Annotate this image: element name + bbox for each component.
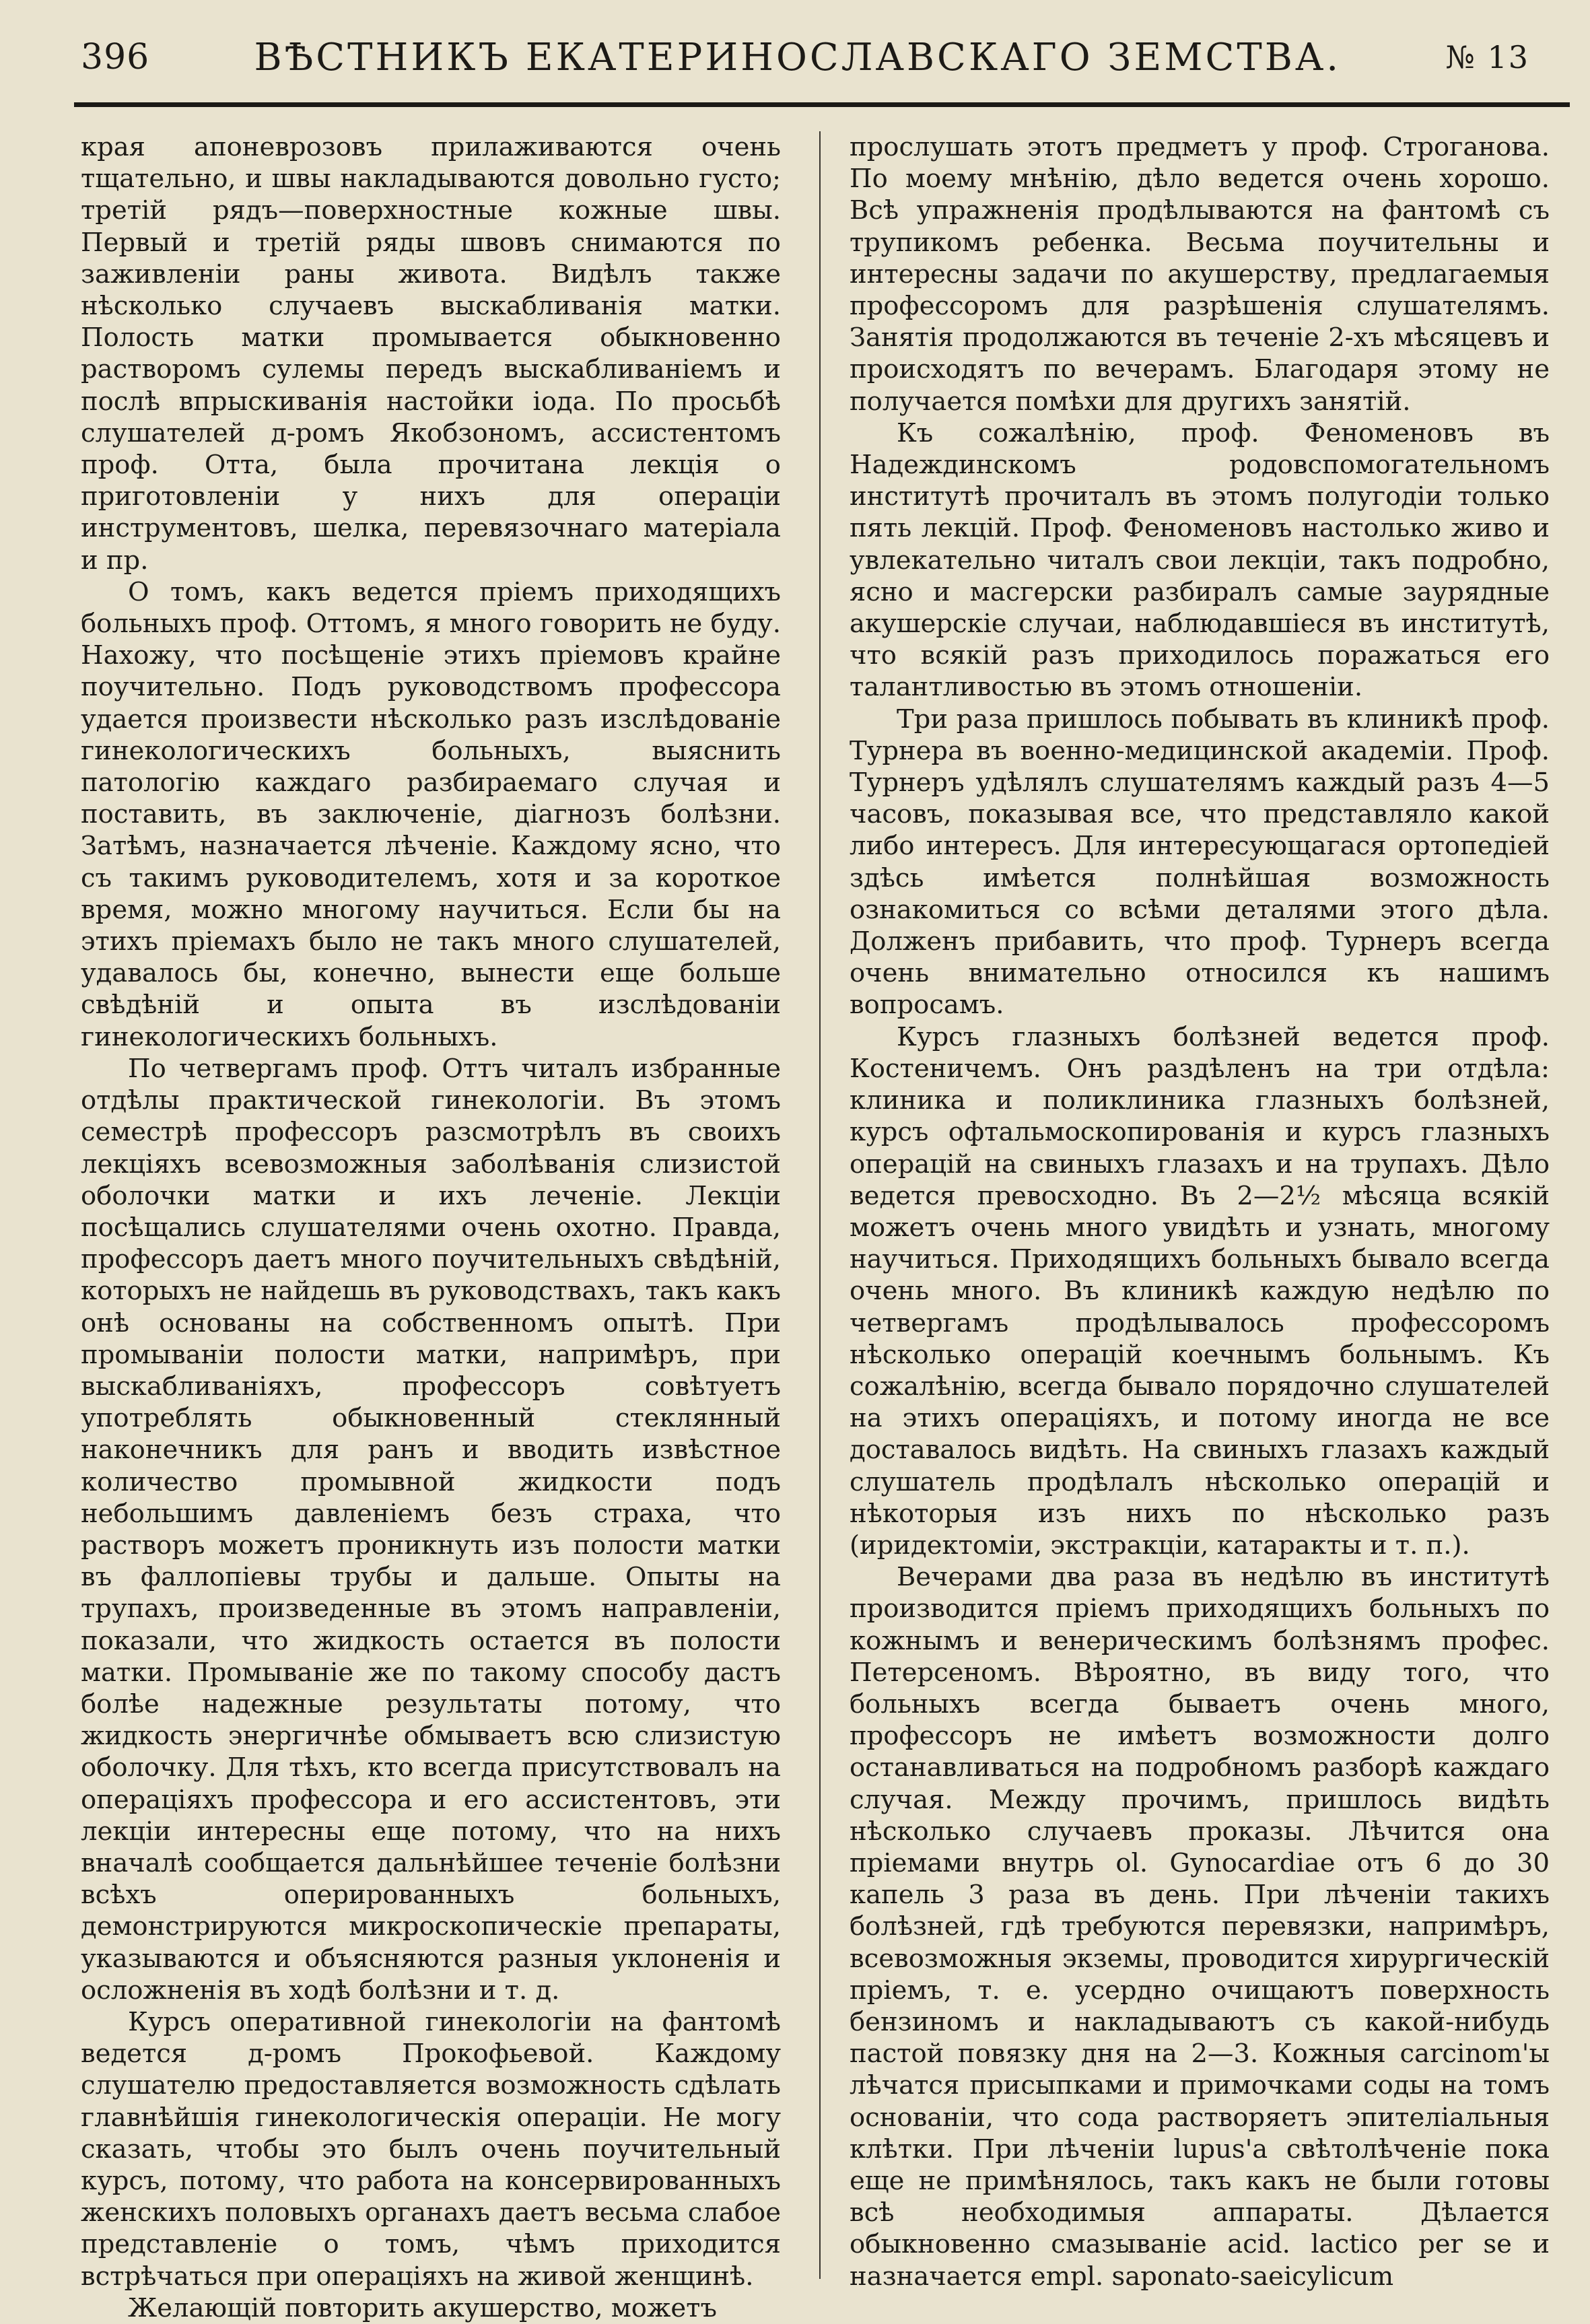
paragraph: Курсъ глазныхъ болѣзней ведется проф. Костеничемъ. Онъ раздѣленъ на три отдѣла: клиника и поликлиника глазныхъ болѣзней, курсъ офтальмоскопированія и курсъ глазныхъ операцій на свиныхъ глазахъ и на трупахъ. Дѣло ведется превосходно. Въ 2—2½ мѣсяца всякій можетъ очень много увидѣть и узнать, многому научиться. Приходящихъ больныхъ бывало всегда очень много. Въ клиникѣ каждую недѣлю по четвергамъ продѣлывалось профессоромъ нѣсколько операцій коечнымъ больнымъ. Къ сожалѣнію, всегда бывало порядочно слушателей на этихъ операціяхъ, и потому иногда не все доставалось видѣть. На свиныхъ глазахъ каждый слушатель продѣлалъ нѣсколько операцій и нѣкоторыя изъ нихъ по нѣсколько разъ (иридектоміи, экстракціи, катаракты и т. п.). [850, 1021, 1550, 1561]
paragraph: края апоневрозовъ прилаживаются очень тщательно, и швы накладываются довольно густо; третій рядъ—поверхностные кожные швы. Первый и третій ряды швовъ снимаются по заживленіи раны живота. Видѣлъ также нѣсколько случаевъ выскабливанія матки. Полость матки промывается обыкновенно растворомъ сулемы передъ выскабливаніемъ и послѣ впрыскиванія настойки іода. По просьбѣ слушателей д-ромъ Якобзономъ, ассистентомъ проф. Отта, была прочитана лекція о приготовленіи у нихъ для операціи инструментовъ, шелка, перевязочнаго матеріала и пр. [81, 132, 781, 576]
left-column [81, 131, 781, 2323]
running-head [81, 27, 1529, 88]
paragraph: Три раза пришлось побывать въ клиникѣ проф. Турнера въ военно-медицинской академіи. Проф. Турнеръ удѣлялъ слушателямъ каждый разъ 4—5 часовъ, показывая все, что представляло какой либо интересъ. Для интересующагася ортопедіей здѣсь имѣется полнѣйшая возможность ознакомиться со всѣми деталями этого дѣла. Долженъ прибавить, что проф. Турнеръ всегда очень внимательно относился къ нашимъ вопросамъ. [850, 704, 1550, 1021]
header-rule [74, 102, 1570, 107]
paragraph: Курсъ оперативной гинекологіи на фантомѣ ведется д-ромъ Прокофьевой. Каждому слушателю предоставляется возможность сдѣлать главнѣйшія гинекологическія операціи. Не могу сказать, чтобы это былъ очень поучительный курсъ, потому, что работа на консервированныхъ женскихъ половыхъ органахъ даетъ весьма слабое представленіе о томъ, чѣмъ приходится встрѣчаться при операціяхъ на живой женщинѣ. [81, 2006, 781, 2292]
paragraph: прослушать этотъ предметъ у проф. Строганова. По моему мнѣнію, дѣло ведется очень хорошо. Всѣ упражненія продѣлываются на фантомѣ съ трупикомъ ребенка. Весьма поучительны и интересны задачи по акушерству, предлагаемыя профессоромъ для разрѣшенія слушателямъ. Занятія продолжаются въ теченіе 2-хъ мѣсяцевъ и происходятъ по вечерамъ. Благодаря этому не получается помѣхи для другихъ занятій. [850, 132, 1550, 417]
right-column [850, 131, 1550, 2292]
paragraph: Вечерами два раза въ недѣлю въ институтѣ производится пріемъ приходящихъ больныхъ по кожнымъ и венерическимъ болѣзнямъ профес. Петерсеномъ. Вѣроятно, въ виду того, что больныхъ всегда бываетъ очень много, профессоръ не имѣетъ возможности долго останавливаться на подробномъ разборѣ каждаго случая. Между прочимъ, пришлось видѣть нѣсколько случаевъ проказы. Лѣчится она пріемами внутрь ol. Gynocardiae отъ 6 до 30 капель 3 раза въ день. При лѣченіи такихъ болѣзней, гдѣ требуются перевязки, напримѣръ, всевозможныя экземы, проводится хирургическій пріемъ, т. е. усердно очищаютъ поверхность бензиномъ и накладываютъ съ какой-нибудь пастой повязку дня на 2—3. Кожныя carcinom'ы лѣчатся присыпками и примочками соды на томъ основаніи, что сода растворяетъ эпителіальныя клѣтки. При лѣченіи lupus'а свѣтолѣченіе пока еще не примѣнялось, такъ какъ не были готовы всѣ необходимыя аппараты. Дѣлается обыкновенно смазываніе acid. lactico per se и назначается empl. saponato-saeicylicum [850, 1562, 1550, 2292]
journal-title: ВѢСТНИКЪ ЕКАТЕРИНОСЛАВСКАГО ЗЕМСТВА. [254, 35, 1342, 79]
paragraph: По четвергамъ проф. Оттъ читалъ избранные отдѣлы практической гинекологіи. Въ этомъ семестрѣ профессоръ разсмотрѣлъ въ своихъ лекціяхъ всевозможныя заболѣванія слизистой оболочки матки и ихъ леченіе. Лекціи посѣщались слушателями очень охотно. Правда, профессоръ даетъ много поучительныхъ свѣдѣній, которыхъ не найдешь въ руководствахъ, такъ какъ онѣ основаны на собственномъ опытѣ. При промываніи полости матки, напримѣръ, при выскабливаніяхъ, профессоръ совѣтуетъ употреблять обыкновенный стеклянный наконечникъ для ранъ и вводить извѣстное количество промывной жидкости подъ небольшимъ давленіемъ безъ страха, что растворъ можетъ проникнуть изъ полости матки въ фаллопіевы трубы и дальше. Опыты на трупахъ, произведенные въ этомъ направленіи, показали, что жидкость остается въ полости матки. Промываніе же по такому способу дастъ болѣе надежные результаты потому, что жидкость энергичнѣе обмываетъ всю слизистую оболочку. Для тѣхъ, кто всегда присутствовалъ на операціяхъ профессора и его ассистентовъ, эти лекціи интересны еще потому, что на нихъ вначалѣ сообщается дальнѣйшее теченіе болѣзни всѣхъ оперированныхъ больныхъ, демонстрируются микроскопическіе препараты, указываются и объясняются разныя уклоненія и осложненія въ ходѣ болѣзни и т. д. [81, 1053, 781, 2006]
paragraph: Къ сожалѣнію, проф. Феноменовъ въ Надеждинскомъ родовспомогательномъ институтѣ прочиталъ въ этомъ полугодіи только пять лекцій. Проф. Феноменовъ настолько живо и увлекательно читалъ свои лекціи, такъ подробно, ясно и масгерски разбиралъ самые заурядные акушерскіе случаи, наблюдавшіеся въ институтѣ, что всякій разъ приходилось поражаться его талантливостью въ этомъ отношеніи. [850, 417, 1550, 703]
paragraph: О томъ, какъ ведется пріемъ приходящихъ больныхъ проф. Оттомъ, я много говорить не буду. Нахожу, что посѣщеніе этихъ пріемовъ крайне поучительно. Подъ руководствомъ профессора удается произвести нѣсколько разъ изслѣдованіе гинекологическихъ больныхъ, выяснить патологію каждаго разбираемаго случая и поставить, въ заключеніе, діагнозъ болѣзни. Затѣмъ, назначается лѣченіе. Каждому ясно, что съ такимъ руководителемъ, хотя и за короткое время, можно многому научиться. Если бы на этихъ пріемахъ было не такъ много слушателей, удавалось бы, конечно, вынести еще больше свѣдѣній и опыта въ изслѣдованіи гинекологическихъ больныхъ. [81, 576, 781, 1052]
page-number: 396 [81, 37, 150, 77]
paragraph: Желающій повторить акушерство, можетъ [128, 2292, 717, 2323]
issue-number: № 13 [1445, 39, 1529, 75]
text-columns [81, 131, 1550, 2323]
